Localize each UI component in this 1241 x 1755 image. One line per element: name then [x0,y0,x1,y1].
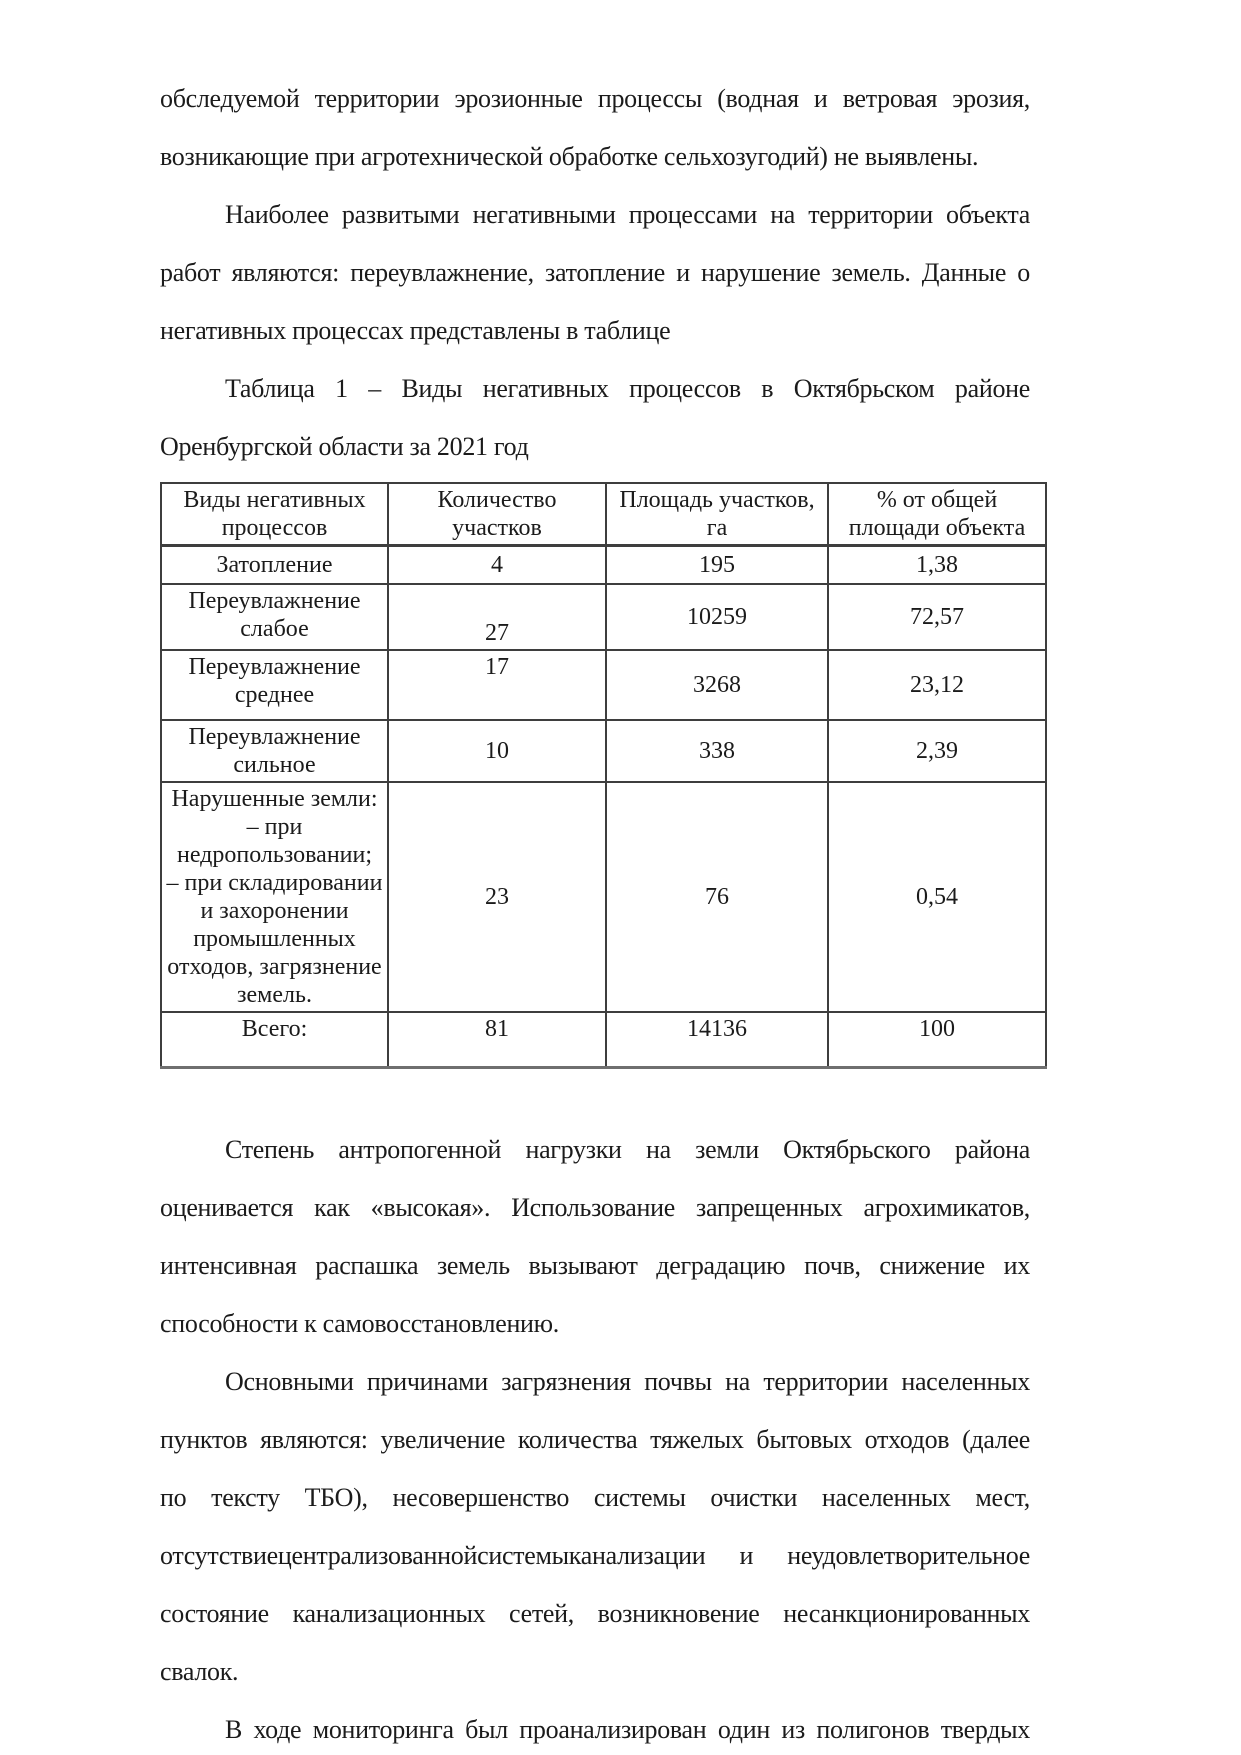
header-line: площади объекта [848,515,1026,541]
cell-line: 2,39 [916,737,958,764]
table-cell [606,584,828,650]
cell-line: промышленных [193,925,356,952]
table-header-row [161,483,1046,546]
table-header-cell [606,483,828,546]
negative-processes-table [160,482,1047,1069]
table-row [161,546,1046,584]
header-line: процессов [221,515,328,541]
cell-line: 17 [485,653,509,680]
table-cell [388,782,606,1012]
text-line: Основными причинами загрязнения почвы на территории населенных [225,1367,1030,1396]
table-row [161,1012,1046,1068]
cell-line: 23,12 [910,671,964,698]
cell-line: 81 [485,1015,509,1042]
table-header-cell [161,483,388,546]
text-line: обследуемой территории эрозионные процессы (водная и ветровая эрозия, [160,84,1030,113]
text-line: негативных процессах представлены в таблице [160,316,671,345]
text-line: состояние канализационных сетей, возникновение несанкционированных [160,1599,1030,1628]
text-line: пунктов являются: увеличение количества тяжелых бытовых отходов (далее [160,1425,1030,1454]
cell-line: Затопление [216,551,333,578]
text-line: возникающие при агротехнической обработке сельхозугодий) не выявлены. [160,142,979,171]
cell-line: 76 [705,883,729,910]
paragraph-anthropogenic-load [160,1121,1030,1353]
text-line: Таблица 1 – Виды негативных процессов в Октябрьском районе [225,374,1030,403]
cell-line: слабое [240,615,309,642]
cell-line: недропользовании; [176,841,373,868]
table-cell [388,1012,606,1068]
cell-line: 27 [485,619,509,646]
cell-line: 72,57 [910,603,964,630]
cell-line: Нарушенные земли: [171,785,378,812]
cell-line: сильное [233,751,316,778]
table-cell [828,720,1046,782]
table-cell [161,782,388,1012]
text-line: по тексту ТБО), несовершенство системы очистки населенных мест, [160,1483,1030,1512]
paragraph-pollution-causes [160,1353,1030,1701]
cell-line: Переувлажнение [188,723,361,750]
cell-line: 4 [491,551,503,578]
text-line: Оренбургской области за 2021 год [160,432,529,461]
table-cell [828,782,1046,1012]
table-cell [828,650,1046,720]
table-cell [606,1012,828,1068]
header-line: Площадь участков, [619,487,815,513]
cell-line: Всего: [241,1015,308,1042]
table-cell [606,782,828,1012]
table-header-cell [388,483,606,546]
table-row [161,782,1046,1012]
table-cell [828,546,1046,584]
cell-line: земель. [237,981,312,1008]
text-line: оценивается как «высокая». Использование запрещенных агрохимикатов, [160,1193,1030,1222]
cell-line: 338 [699,737,735,764]
text-line: Степень антропогенной нагрузки на земли Октябрьского района [225,1135,1030,1164]
header-line: участков [452,515,542,541]
header-line: % от общей [876,487,998,513]
header-line: Виды негативных [183,487,366,513]
text-line: работ являются: переувлажнение, затопление и нарушение земель. Данные о [160,258,1030,287]
header-line: Количество [437,487,557,513]
text-line: свалок. [160,1657,239,1686]
table-cell [161,1012,388,1068]
table-cell [161,584,388,650]
paragraph-negative-processes [160,186,1030,360]
cell-line: 23 [485,883,509,910]
cell-line: среднее [234,681,315,708]
table-cell [388,546,606,584]
table-row [161,584,1046,650]
cell-line: отходов, загрязнение [167,953,382,980]
cell-line: 3268 [693,671,741,698]
cell-line: 14136 [687,1015,747,1042]
cell-line: 1,38 [916,551,958,578]
table-cell [606,720,828,782]
text-line: способности к самовосстановлению. [160,1309,559,1338]
cell-line: – при складировании [166,869,383,896]
cell-line: Переувлажнение [188,653,361,680]
table-cell [161,720,388,782]
cell-line: – при [246,813,303,840]
cell-line: 10259 [687,603,747,630]
text-line: В ходе мониторинга был проанализирован один из полигонов твердых [225,1715,1030,1744]
table-row [161,650,1046,720]
paragraph-erosion [160,70,1030,186]
text-line: Наиболее развитыми негативными процессами на территории объекта [225,200,1030,229]
table-cell [161,650,388,720]
cell-line: 100 [919,1015,955,1042]
text-before-table [160,70,1030,476]
table-cell [606,650,828,720]
text-line: отсутствиецентрализованнойсистемыканализации и неудовлетворительное [160,1541,1030,1570]
table-header-cell [828,483,1046,546]
cell-line: 0,54 [916,883,958,910]
table-cell [828,1012,1046,1068]
table-cell [828,584,1046,650]
table-cell [388,720,606,782]
cell-line: Переувлажнение [188,587,361,614]
paragraph-monitoring [160,1701,1030,1755]
table-row [161,720,1046,782]
table-cell [388,584,606,650]
cell-line: 195 [699,551,735,578]
table-caption [160,360,1030,476]
text-after-table [160,1121,1030,1755]
header-line: га [706,515,728,541]
table-cell [161,546,388,584]
cell-line: 10 [485,737,509,764]
table-cell [606,546,828,584]
text-line: интенсивная распашка земель вызывают деградацию почв, снижение их [160,1251,1030,1280]
cell-line: и захоронении [200,897,349,924]
table-cell [388,650,606,720]
